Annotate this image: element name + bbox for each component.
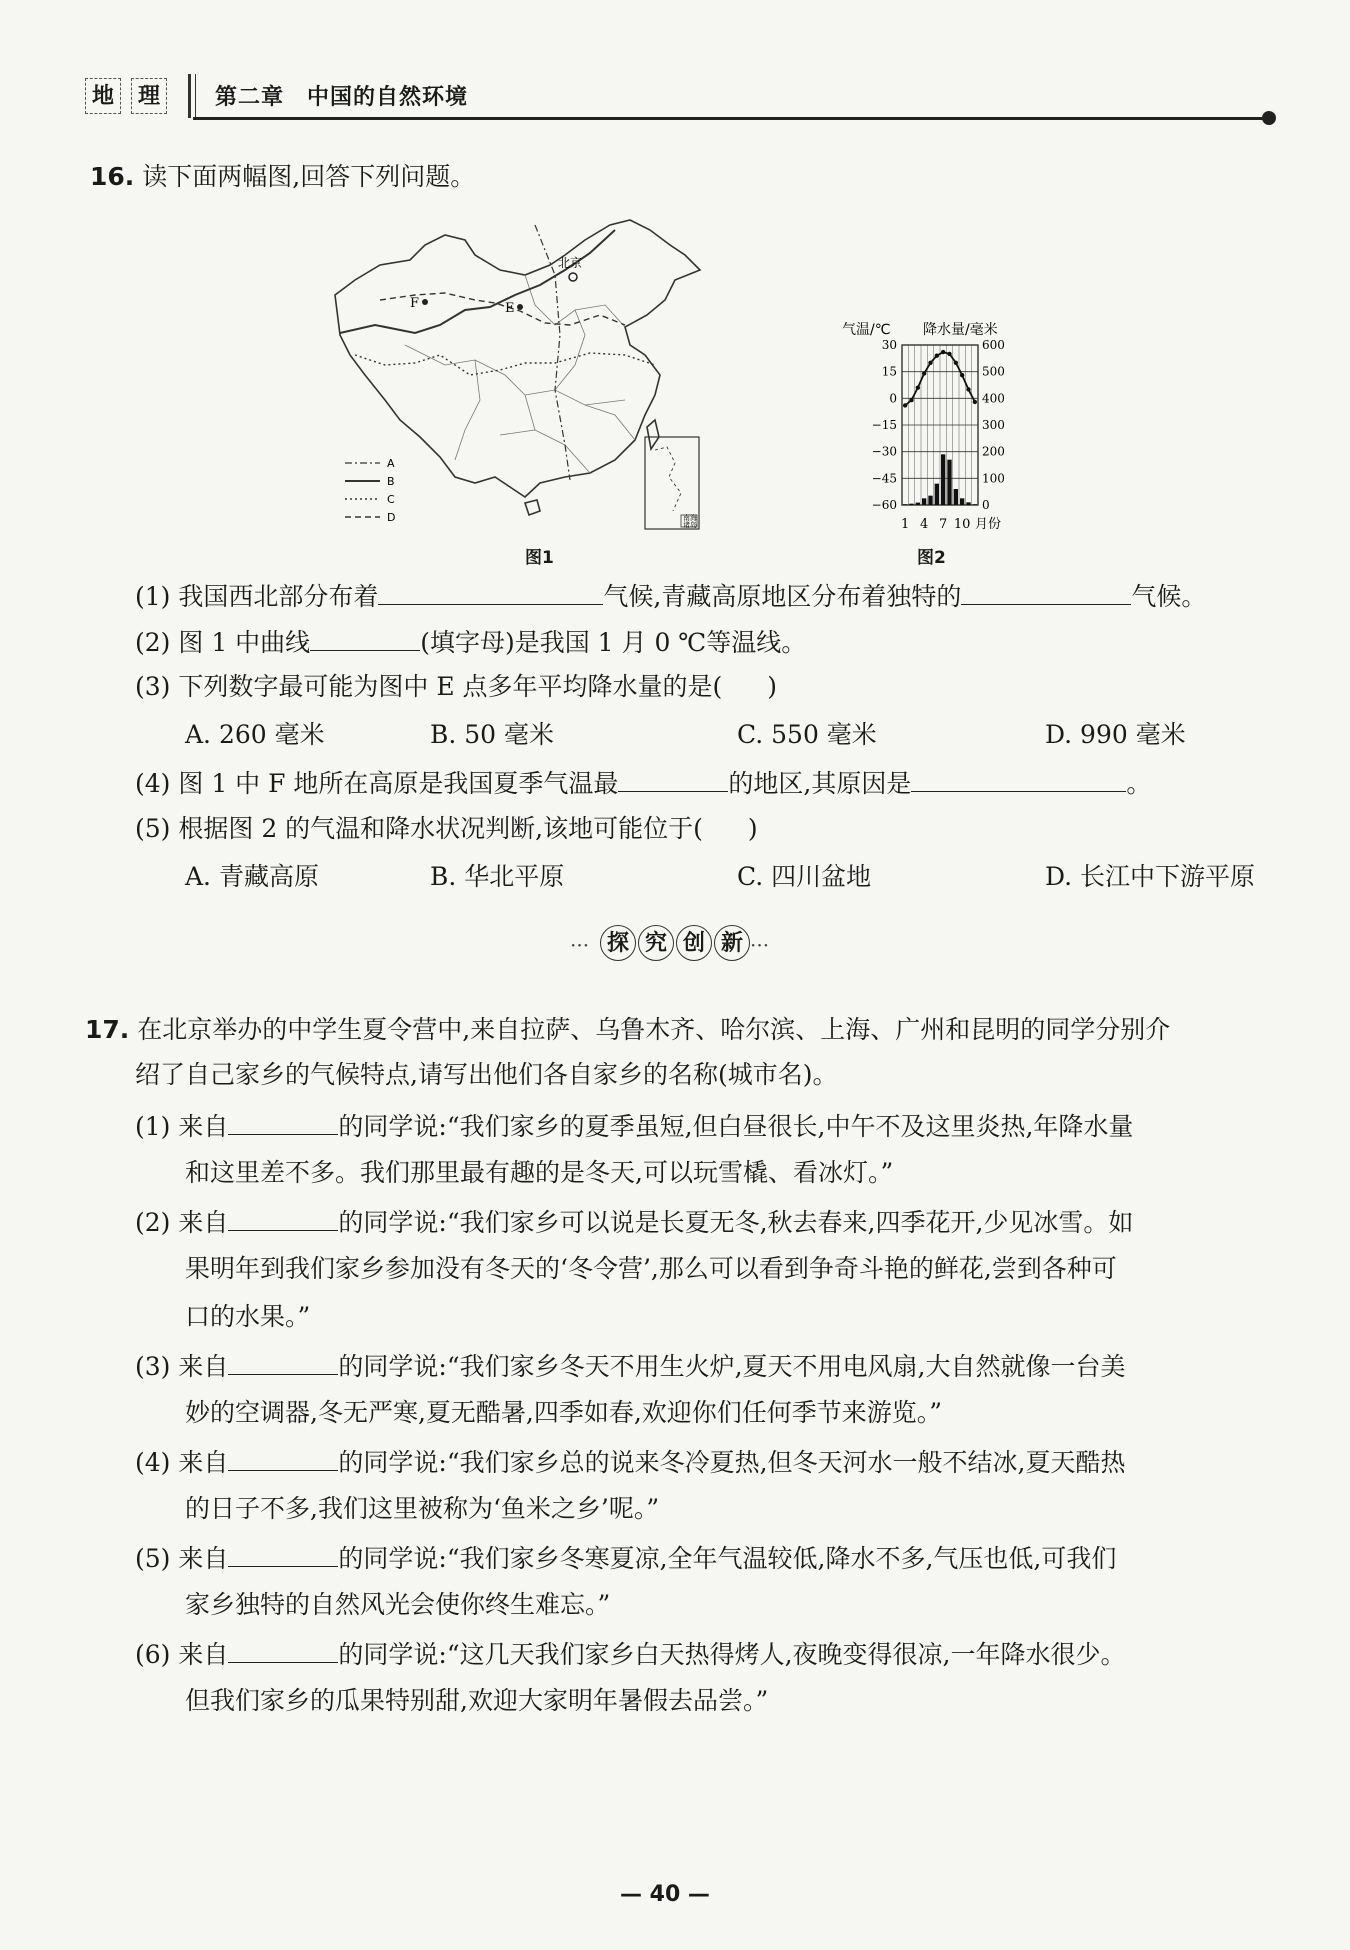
precip-bar <box>916 503 920 505</box>
temp-point <box>928 361 932 365</box>
q17-part-2 <box>135 1204 1133 1240</box>
taiwan-island <box>647 420 659 449</box>
part-text: 来自 <box>178 1640 229 1669</box>
legend-d: D <box>387 511 396 524</box>
chapter-title: 第二章 中国的自然环境 <box>215 84 469 110</box>
precip-bar <box>922 498 926 505</box>
part-text: 图 1 中 F 地所在高原是我国夏季气温最 <box>178 769 619 798</box>
q17-part-5-cont: 家乡独特的自然风光会使你终生难忘。” <box>185 1590 611 1619</box>
option-d[interactable]: D. 长江中下游平原 <box>1045 862 1256 891</box>
section-char: 创 <box>676 925 712 961</box>
part-text: ) <box>747 814 758 843</box>
temp-point <box>909 398 913 402</box>
page-header <box>85 70 1277 120</box>
q17-part-6 <box>135 1636 1126 1672</box>
precip-axis-title: 降水量/毫米 <box>923 322 998 338</box>
part-text: 的同学说:“我们家乡冬寒夏凉,全年气温较低,降水不多,气压也低,可我们 <box>338 1544 1117 1573</box>
precip-bar <box>941 454 945 505</box>
part-text: 的同学说:“我们家乡的夏季虽短,但白昼很长,中午不及这里炎热,年降水量 <box>338 1112 1134 1141</box>
option-b[interactable]: B. 50 毫米 <box>430 720 555 749</box>
header-rule <box>193 117 1268 120</box>
precip-bar <box>947 460 951 505</box>
q16-part-4 <box>135 765 1151 801</box>
q17-part-4 <box>135 1444 1126 1480</box>
curve-c <box>355 353 655 375</box>
part-label: (1) <box>135 582 171 611</box>
climate-chart <box>830 315 1050 540</box>
beijing-label: 北京 <box>558 256 583 270</box>
part-text: 根据图 2 的气温和降水状况判断,该地可能位于( <box>178 814 703 843</box>
answer-blank[interactable] <box>228 1348 338 1375</box>
legend-a: A <box>387 457 395 470</box>
precip-bar <box>960 498 964 505</box>
part-text: 我国西北部分布着 <box>178 582 379 611</box>
q17-stem-line2: 绍了自己家乡的气候特点,请写出他们各自家乡的名称(城市名)。 <box>135 1060 838 1089</box>
part-text: 来自 <box>178 1352 229 1381</box>
q16-stem <box>90 160 475 194</box>
temp-tick-label: 30 <box>881 338 897 352</box>
q16-stem-text: 读下面两幅图,回答下列问题。 <box>142 162 476 191</box>
q17-part-2-cont: 口的水果。” <box>185 1302 311 1331</box>
part-text: 图 1 中曲线 <box>178 628 311 657</box>
precip-bar <box>973 504 977 505</box>
map-legend <box>345 457 395 524</box>
precip-tick-label: 200 <box>982 444 1005 459</box>
part-label: (3) <box>135 1352 171 1381</box>
q17-stem <box>85 1013 1170 1047</box>
point-f-label: F <box>410 296 420 311</box>
q17-part-1 <box>135 1108 1133 1144</box>
inset-label-1: 南海 <box>683 514 697 522</box>
temp-point <box>954 361 958 365</box>
option-c[interactable]: C. 550 毫米 <box>737 720 877 749</box>
section-char: 究 <box>638 925 674 961</box>
month-tick-label: 4 <box>920 517 929 532</box>
answer-blank[interactable] <box>911 765 1126 792</box>
precip-tick-label: 0 <box>982 498 990 512</box>
q16-number: 16. <box>90 162 135 191</box>
answer-blank[interactable] <box>228 1204 338 1231</box>
part-text: 的同学说:“我们家乡总的说来冬冷夏热,但冬天河水一般不结冰,夏天酷热 <box>338 1448 1126 1477</box>
part-label: (2) <box>135 1208 171 1237</box>
option-c[interactable]: C. 四川盆地 <box>737 862 872 891</box>
point-f-marker <box>422 299 428 305</box>
part-label: (6) <box>135 1640 171 1669</box>
month-tick-label: 1 <box>901 517 910 532</box>
temp-point <box>966 387 970 391</box>
part-text: 的同学说:“我们家乡可以说是长夏无冬,秋去春来,四季花开,少见冰雪。如 <box>338 1208 1134 1237</box>
page-number: — 40 — <box>620 1882 710 1907</box>
inset-label-2: 诸岛 <box>683 521 697 529</box>
legend-c: C <box>387 493 395 506</box>
q16-part-3 <box>135 670 777 704</box>
precip-tick-label: 300 <box>982 418 1005 432</box>
temp-tick-label: 15 <box>881 364 897 379</box>
precip-bar <box>909 504 913 505</box>
q17-part-3-cont: 妙的空调器,冬无严寒,夏无酷暑,四季如春,欢迎你们任何季节来游览。” <box>185 1398 943 1427</box>
q17-number: 17. <box>85 1015 130 1044</box>
q16-5-options <box>185 860 1275 894</box>
temp-tick-label: −60 <box>871 498 897 512</box>
part-label: (5) <box>135 814 171 843</box>
part-label: (2) <box>135 628 171 657</box>
point-e-label: E <box>505 301 515 316</box>
header-rule-dot <box>1262 111 1276 125</box>
fig2-caption: 图2 <box>917 548 946 568</box>
q17-part-3 <box>135 1348 1126 1384</box>
part-text: 来自 <box>178 1208 229 1237</box>
q16-part-5 <box>135 812 758 846</box>
part-text: 。 <box>1126 769 1152 798</box>
part-text: 的同学说:“我们家乡冬天不用生火炉,夏天不用电风扇,大自然就像一台美 <box>338 1352 1126 1381</box>
temp-tick-label: −30 <box>871 444 897 459</box>
part-text: 来自 <box>178 1448 229 1477</box>
beijing-marker <box>569 273 577 281</box>
subject-char-2: 理 <box>131 78 167 114</box>
q17-part-4-cont: 的日子不多,我们这里被称为‘鱼米之乡’呢。” <box>185 1494 660 1523</box>
section-char: 新 <box>714 925 750 961</box>
temp-tick-label: −15 <box>871 418 897 432</box>
header-divider-thin <box>195 74 196 118</box>
q17-part-5 <box>135 1540 1116 1576</box>
precip-bar <box>928 496 932 505</box>
part-text: 气候。 <box>1131 582 1207 611</box>
section-title: ··· 探 究 创 新 ··· <box>570 925 780 965</box>
precip-tick-label: 400 <box>982 391 1005 406</box>
q17-stem-line1: 在北京举办的中学生夏令营中,来自拉萨、乌鲁木齐、哈尔滨、上海、广州和昆明的同学分别介 <box>137 1015 1171 1044</box>
option-a[interactable]: A. 青藏高原 <box>185 862 319 891</box>
q17-part-6-cont: 但我们家乡的瓜果特别甜,欢迎大家明年暑假去品尝。” <box>185 1686 769 1715</box>
answer-blank[interactable] <box>618 765 728 792</box>
month-tick-label: 7 <box>939 517 948 532</box>
answer-blank[interactable] <box>378 578 603 605</box>
precip-bar <box>954 489 958 505</box>
precip-tick-label: 600 <box>982 338 1005 352</box>
option-b[interactable]: B. 华北平原 <box>430 862 565 891</box>
precip-bar <box>903 504 907 505</box>
precip-tick-label: 100 <box>982 471 1005 486</box>
part-label: (1) <box>135 1112 171 1141</box>
answer-blank[interactable] <box>228 1108 338 1135</box>
q16-3-options <box>185 718 1275 752</box>
temp-tick-label: 0 <box>889 391 897 406</box>
temp-point <box>916 385 920 389</box>
part-text: 气候,青藏高原地区分布着独特的 <box>603 582 962 611</box>
subject-label <box>85 78 167 114</box>
legend-b: B <box>387 475 395 488</box>
part-text: (填字母)是我国 1 月 0 ℃等温线。 <box>420 628 807 657</box>
part-label: (5) <box>135 1544 171 1573</box>
temp-axis-title: 气温/℃ <box>842 322 891 338</box>
header-divider <box>188 74 191 118</box>
temp-point <box>922 371 926 375</box>
x-axis-title: 月份 <box>975 517 1002 532</box>
month-tick-label: 10 <box>953 517 971 532</box>
part-text: 下列数字最可能为图中 E 点多年平均降水量的是( <box>178 672 723 701</box>
temp-point <box>903 403 907 407</box>
hainan-island <box>525 500 540 515</box>
part-label: (3) <box>135 672 171 701</box>
answer-blank[interactable] <box>310 624 420 651</box>
part-text: 来自 <box>178 1544 229 1573</box>
temp-point <box>947 352 951 356</box>
part-text: ) <box>767 672 778 701</box>
q17-part-2-cont: 果明年到我们家乡参加没有冬天的‘冬令营’,那么可以看到争奇斗艳的鲜花,尝到各种可 <box>185 1254 1117 1283</box>
china-map <box>325 215 755 545</box>
q16-part-2 <box>135 624 806 660</box>
part-label: (4) <box>135 1448 171 1477</box>
subject-char-1: 地 <box>85 78 121 114</box>
q16-part-1 <box>135 578 1206 614</box>
part-label: (4) <box>135 769 171 798</box>
fig1-caption: 图1 <box>525 548 554 568</box>
temp-point <box>973 400 977 404</box>
q17-part-1-cont: 和这里差不多。我们那里最有趣的是冬天,可以玩雪橇、看冰灯。” <box>185 1158 894 1187</box>
part-text: 的地区,其原因是 <box>728 769 912 798</box>
temp-point <box>941 350 945 354</box>
precip-bar <box>966 502 970 505</box>
temp-point <box>960 373 964 377</box>
temp-tick-label: −45 <box>871 471 897 486</box>
answer-blank[interactable] <box>961 578 1131 605</box>
precip-tick-label: 500 <box>982 364 1005 379</box>
part-text: 的同学说:“这几天我们家乡白天热得烤人,夜晚变得很凉,一年降水很少。 <box>338 1640 1126 1669</box>
option-d[interactable]: D. 990 毫米 <box>1045 720 1186 749</box>
answer-blank[interactable] <box>228 1444 338 1471</box>
point-e-marker <box>517 304 523 310</box>
part-text: 来自 <box>178 1112 229 1141</box>
answer-blank[interactable] <box>228 1540 338 1567</box>
precip-bar <box>935 484 939 505</box>
chart-grid <box>902 345 978 505</box>
temp-point <box>935 353 939 357</box>
section-char: 探 <box>600 925 636 961</box>
answer-blank[interactable] <box>228 1636 338 1663</box>
option-a[interactable]: A. 260 毫米 <box>185 720 325 749</box>
